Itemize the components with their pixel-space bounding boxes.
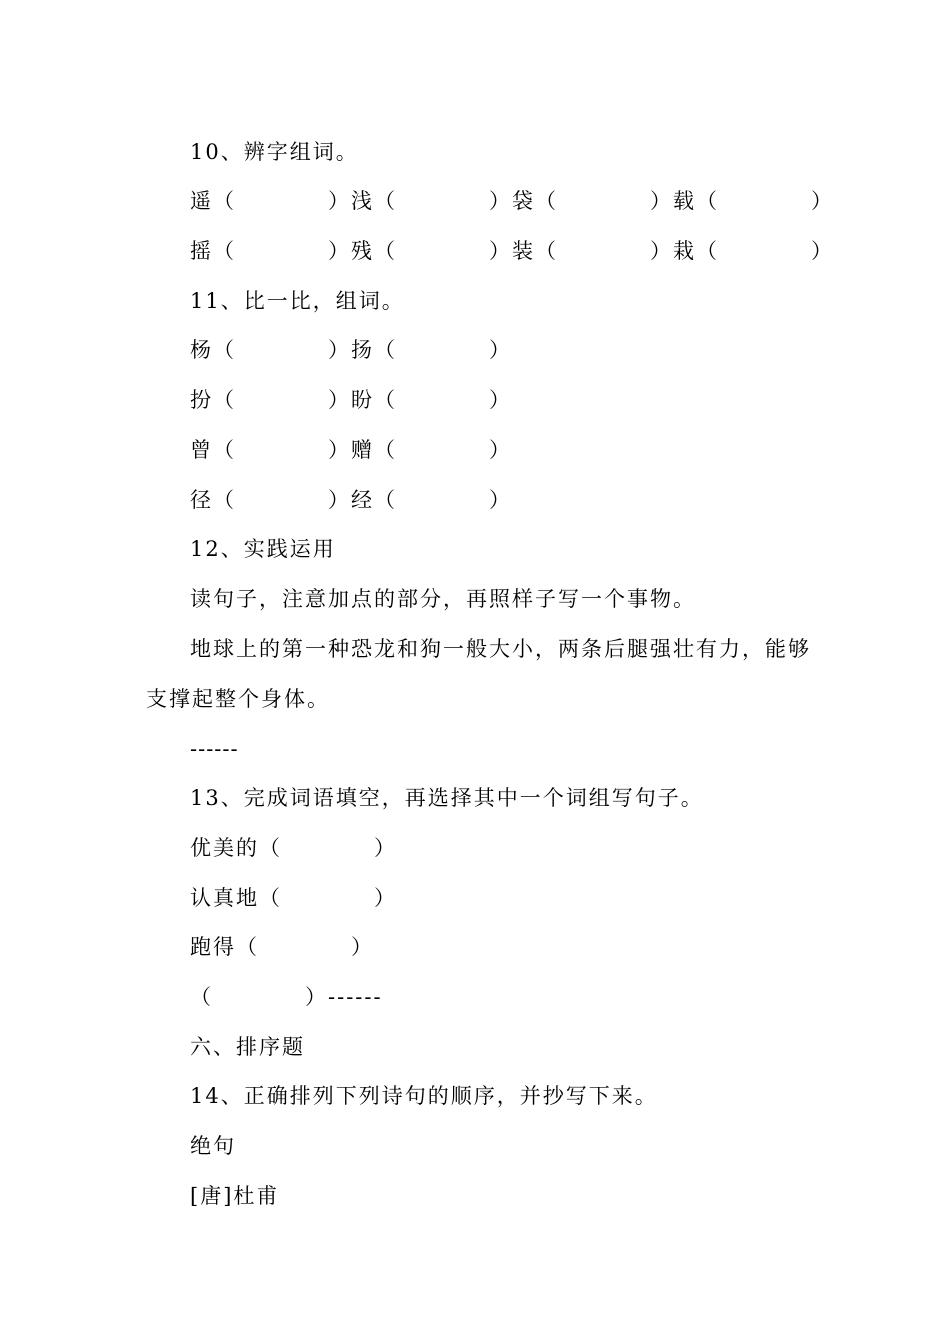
poem-title: 绝句 [190,1134,236,1158]
question-13-item-2: 认真地（ ） [190,886,397,910]
poem-author: [唐]杜甫 [190,1184,280,1208]
question-14-heading: 14、正确排列下列诗句的顺序，并抄写下来。 [190,1084,658,1108]
question-13-sentence-line: （ ）------ [190,985,383,1009]
question-11-row-2: 扮（ ）盼（ ） [190,388,512,412]
question-13-heading: 13、完成词语填空，再选择其中一个词组写句子。 [190,786,704,810]
question-12-heading: 12、实践运用 [190,537,336,561]
question-11-row-4: 径（ ）经（ ） [190,488,512,512]
question-10-heading: 10、辨字组词。 [190,140,359,164]
question-12-answer-line: ------ [190,737,239,761]
question-13-item-3: 跑得（ ） [190,935,374,959]
question-12-sentence-continued: 支撑起整个身体。 [146,687,330,711]
question-11-row-3: 曾（ ）赠（ ） [190,438,512,462]
question-11-heading: 11、比一比，组词。 [190,289,405,313]
question-10-row-2: 摇（ ）残（ ）装（ ）栽（ ） [190,239,834,263]
question-13-item-1: 优美的（ ） [190,836,397,860]
section-6-heading: 六、排序题 [190,1035,305,1059]
question-11-row-1: 杨（ ）扬（ ） [190,338,512,362]
question-12-sentence: 地球上的第一种恐龙和狗一般大小，两条后腿强壮有力，能够 [190,637,811,661]
question-12-instruction: 读句子，注意加点的部分，再照样子写一个事物。 [190,587,696,611]
question-10-row-1: 遥（ ）浅（ ）袋（ ）载（ ） [190,189,834,213]
